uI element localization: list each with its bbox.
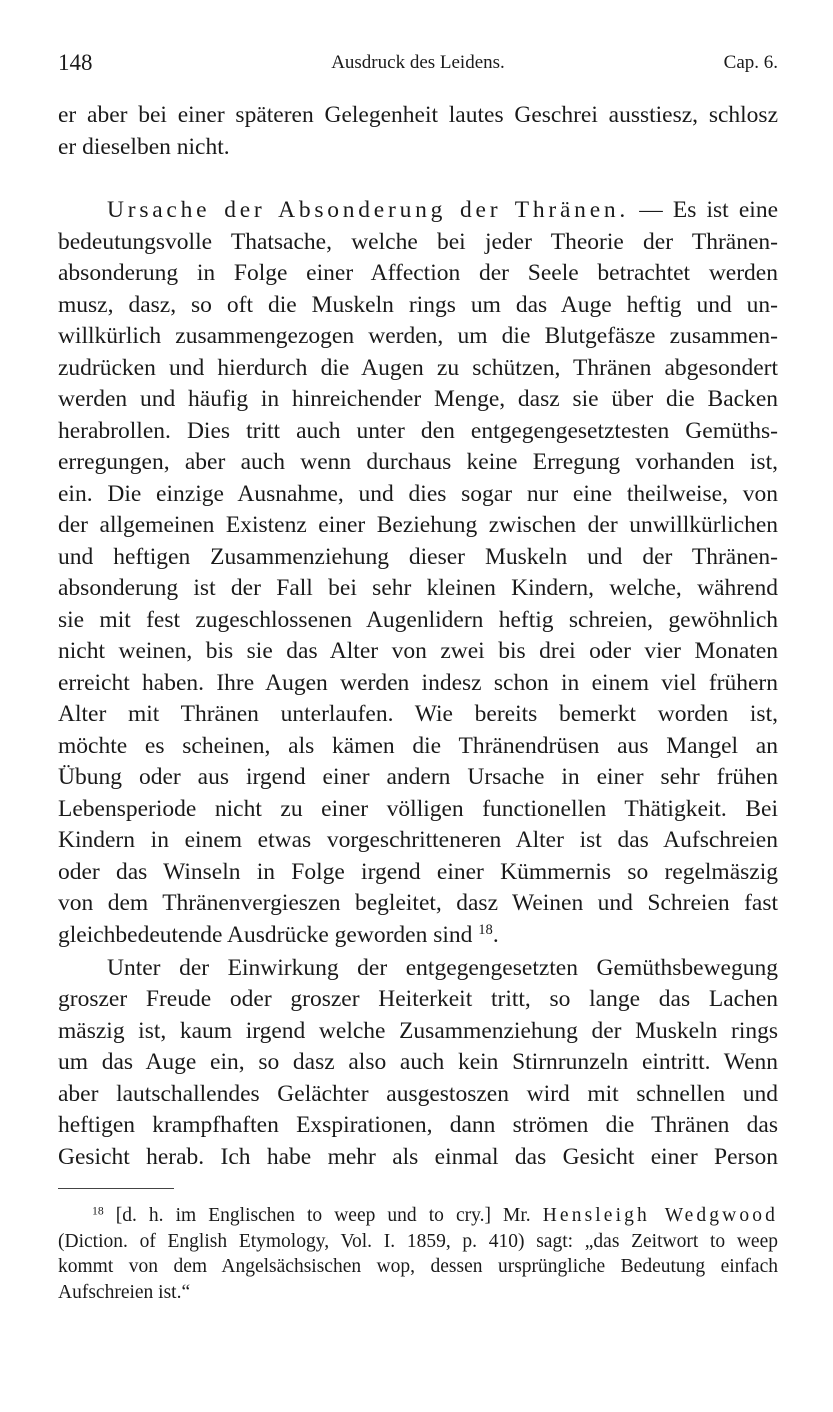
text-line: Übung oder aus irgend einer andern Ursache in einer sehr frühen — [58, 764, 778, 790]
text-line: absonderung ist der Fall bei sehr kleinen Kindern, welche, während — [58, 575, 778, 601]
text-line: Alter mit Thränen unterlaufen. Wie bereits bemerkt worden ist, — [58, 701, 778, 727]
footnote-line — [92, 1203, 778, 1229]
text-line: Kindern in einem etwas vorgeschritteneren Alter ist das Aufschreien — [58, 827, 778, 853]
text-line: möchte es scheinen, als kämen die Thränendrüsen aus Mangel an — [58, 733, 778, 759]
text-line: heftigen krampfhaften Exspirationen, dann strömen die Thränen das — [58, 1112, 778, 1138]
section-heading: Ursache der Absonderung der Thränen. — [107, 197, 630, 223]
section-heading-line — [107, 195, 778, 226]
footnote-line: (Diction. of English Etymology, Vol. I. 1859, p. 410) sagt: „das Zeitwort to weep — [58, 1231, 778, 1252]
text-line: zudrücken und hierdurch die Augen zu schützen, Thränen abgesondert — [58, 355, 778, 381]
text-line: musz, dasz, so oft die Muskeln rings um das Auge heftig und un- — [58, 292, 778, 318]
text-line: Unter der Einwirkung der entgegengesetzten Gemüthsbewegung — [107, 955, 778, 981]
text-line: oder das Winseln in Folge irgend einer Kümmernis so regelmäszig — [58, 859, 778, 885]
text-line: erregungen, aber auch wenn durchaus keine Erregung vorhanden ist, — [58, 449, 778, 475]
text-line: absonderung in Folge einer Affection der Seele betrachtet werden — [58, 260, 778, 286]
footnote-line: kommt von dem Angelsächsischen wop, dessen ursprüngliche Bedeutung einfach — [58, 1256, 778, 1277]
text-line: herabrollen. Dies tritt auch unter den entgegengesetztesten Gemüths- — [58, 418, 778, 444]
text-line — [58, 920, 778, 951]
text-line: mäszig ist, kaum irgend welche Zusammenziehung der Muskeln rings — [58, 1018, 778, 1044]
running-title: Ausdruck des Leidens. — [331, 52, 505, 73]
footnote-reference[interactable]: 18 — [478, 922, 493, 938]
text-line: er dieselben nicht. — [58, 134, 230, 160]
text-line: groszer Freude oder groszer Heiterkeit tritt, so lange das Lachen — [58, 986, 778, 1012]
text-line: ein. Die einzige Ausnahme, und dies sogar nur eine theilweise, von — [58, 481, 778, 507]
footnote-divider — [58, 1188, 174, 1189]
text-line: bedeutungsvolle Thatsache, welche bei jeder Theorie der Thränen- — [58, 229, 778, 255]
footnote-number: 18 — [92, 1204, 104, 1218]
text-line: von dem Thränenvergieszen begleitet, dasz Weinen und Schreien fast — [58, 890, 778, 916]
text-fragment: [d. h. im Englischen to weep und to cry.] Mr. — [115, 1205, 543, 1226]
text-fragment: . — [492, 922, 499, 948]
text-line: werden und häufig in hinreichender Menge, dasz sie über die Backen — [58, 386, 778, 412]
text-line: um das Auge ein, so dasz also auch kein Stirnrunzeln eintritt. Wenn — [58, 1049, 778, 1075]
text-fragment: — Es ist eine — [629, 197, 778, 223]
text-line: und heftigen Zusammenziehung dieser Muskeln und der Thränen- — [58, 544, 778, 570]
text-line: erreicht haben. Ihre Augen werden indesz schon in einem viel frühern — [58, 670, 778, 696]
text-line: der allgemeinen Existenz einer Beziehung zwischen der unwillkürlichen — [58, 512, 778, 538]
author-name: Hensleigh Wedgwood — [542, 1205, 778, 1226]
text-fragment: gleichbedeutende Ausdrücke geworden sind — [58, 922, 473, 948]
text-line: nicht weinen, bis sie das Alter von zwei bis drei oder vier Monaten — [58, 638, 778, 664]
chapter-label: Cap. 6. — [723, 52, 778, 73]
text-line: willkürlich zusammengezogen werden, um die Blutgefäsze zusammen- — [58, 323, 778, 349]
text-line: sie mit fest zugeschlossenen Augenlidern heftig schreien, gewöhnlich — [58, 607, 778, 633]
page-header — [58, 50, 778, 84]
text-line: Lebensperiode nicht zu einer völligen functionellen Thätigkeit. Bei — [58, 796, 778, 822]
text-line: aber lautschallendes Gelächter ausgestoszen wird mit schnellen und — [58, 1081, 778, 1107]
text-line: Gesicht herab. Ich habe mehr als einmal das Gesicht einer Person — [58, 1144, 778, 1170]
footnote-line: Aufschreien ist.“ — [58, 1282, 191, 1303]
text-line: er aber bei einer späteren Gelegenheit lautes Geschrei ausstiesz, schlosz — [58, 102, 778, 128]
page-number: 148 — [58, 50, 93, 75]
